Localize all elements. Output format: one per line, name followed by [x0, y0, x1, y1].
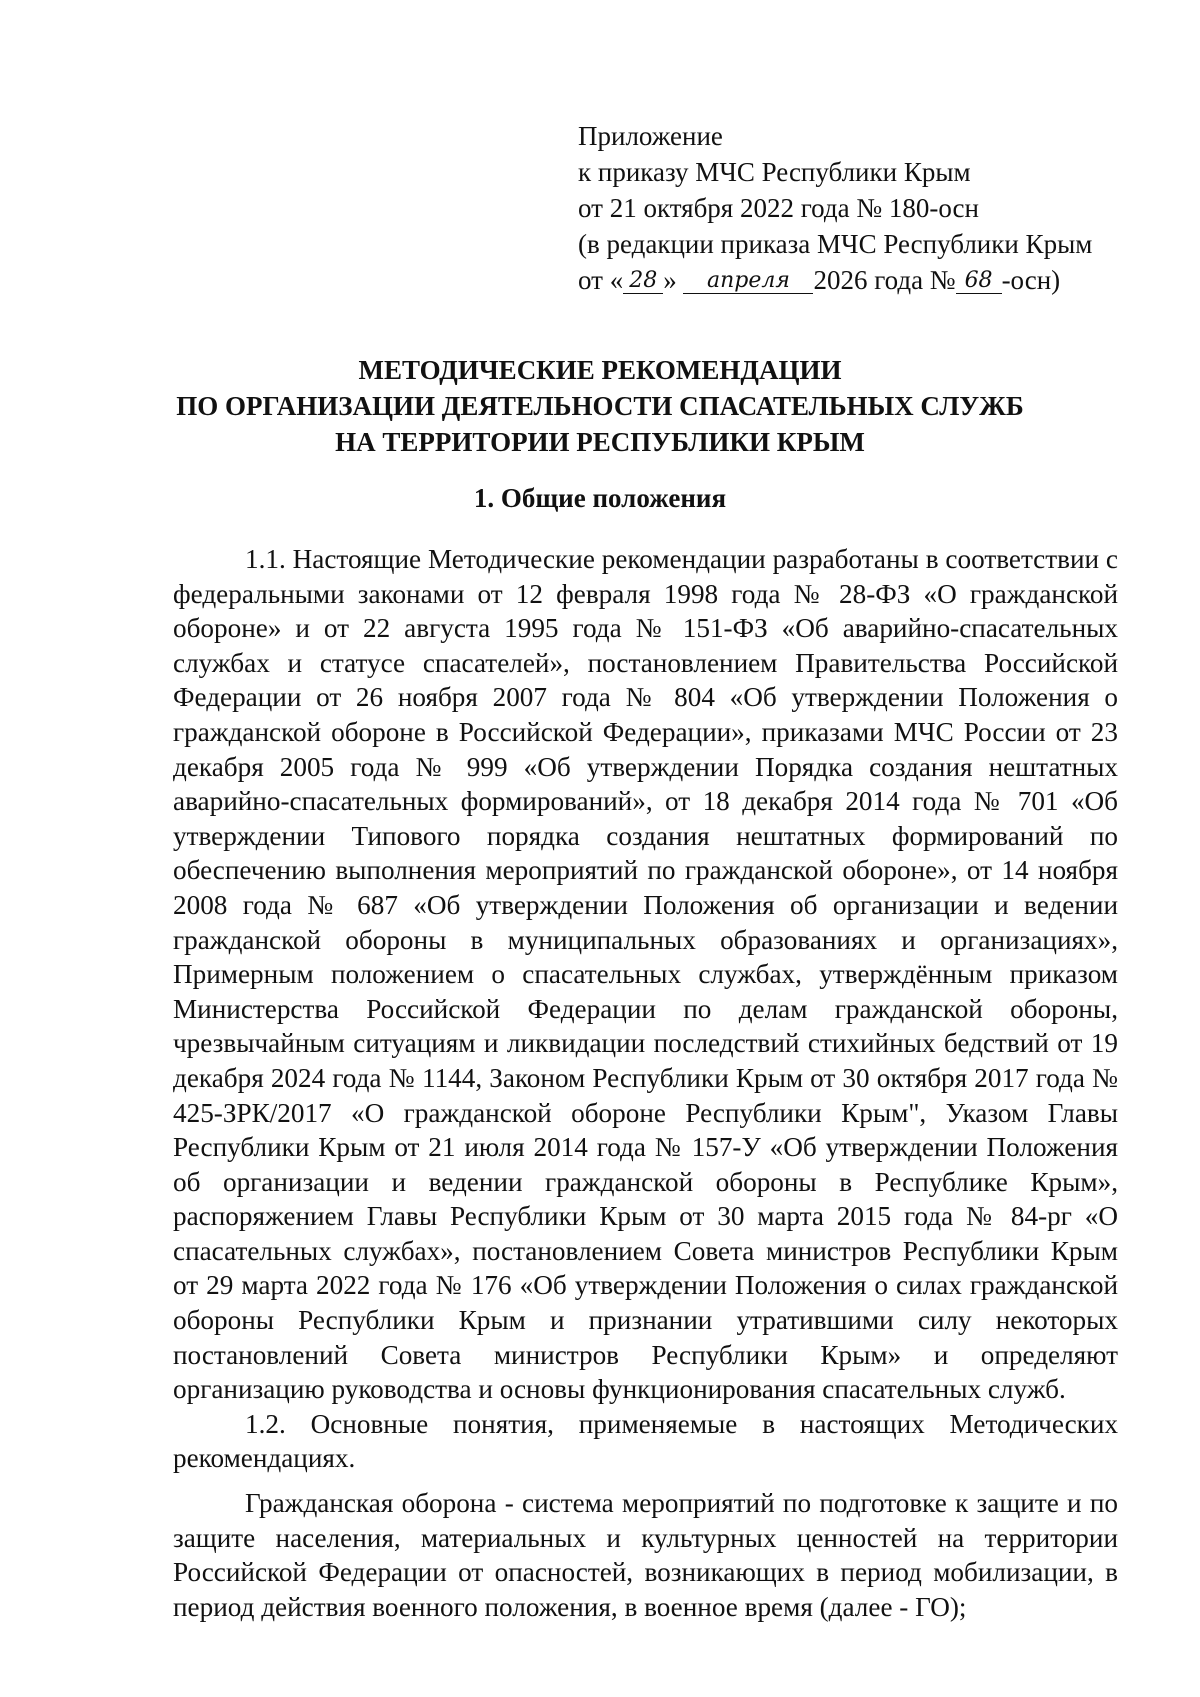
- section-body: [173, 542, 1118, 1624]
- document-title-line-1: МЕТОДИЧЕСКИЕ РЕКОМЕНДАЦИИ: [358, 355, 842, 385]
- revision-date-year: 2026 года №: [813, 265, 956, 295]
- document-title: [160, 352, 1040, 460]
- appendix-revision-date: [578, 262, 1138, 298]
- paragraph-civil-defense-definition: Гражданская оборона - система мероприятий по подготовке к защите и по защите населения, материальных и культурных ценностей на территории Российской Федерации от опасностей, возникающих в период мобилизации, в период действия военного положения, в военное время (далее - ГО);: [173, 1488, 1118, 1622]
- appendix-block: [578, 118, 1138, 298]
- document-title-line-3: НА ТЕРРИТОРИИ РЕСПУБЛИКИ КРЫМ: [335, 427, 865, 457]
- appendix-order-date: от 21 октября 2022 года № 180-осн: [578, 193, 979, 223]
- handwritten-month: апреля: [683, 269, 813, 294]
- appendix-revision-reference: (в редакции приказа МЧС Республики Крым: [578, 229, 1093, 259]
- appendix-order-reference: к приказу МЧС Республики Крым: [578, 157, 971, 187]
- handwritten-order-number: 68: [956, 269, 1002, 294]
- document-title-line-2: ПО ОРГАНИЗАЦИИ ДЕЯТЕЛЬНОСТИ СПАСАТЕЛЬНЫХ СЛУЖБ: [176, 391, 1024, 421]
- paragraph-1-2: 1.2. Основные понятия, применяемые в настоящих Методических рекомендациях.: [173, 1408, 1118, 1474]
- revision-date-suffix: -осн): [1001, 265, 1061, 295]
- handwritten-day: 28: [623, 269, 663, 294]
- paragraph-1-1: 1.1. Настоящие Методические рекомендации разработаны в соответствии с федеральными законами от 12 февраля 1998 года № 28-ФЗ «О гражданской обороне» и от 22 августа 1995 года № 151-ФЗ «Об аварийно-спасательных службах и статусе спасателей», постановлением Правительства Российской Федерации от 26 ноября 2007 года № 804 «Об утверждении Положения о гражданской обороне в Российской Федерации», приказами МЧС России от 23 декабря 2005 года № 999 «Об утверждении Порядка создания нештатных аварийно-спасательных формирований», от 18 декабря 2014 года № 701 «Об утверждении Типового порядка создания нештатных формирований по обеспечению выполнения мероприятий по гражданской обороне», от 14 ноября 2008 года № 687 «Об утверждении Положения об организации и ведении гражданской обороны в муниципальных образованиях и организациях», Примерным положением о спасательных службах, утверждённым приказом Министерства Российской Федерации по делам гражданской обороны, чрезвычайным ситуациям и ликвидации последствий стихийных бедствий от 19 декабря 2024 года № 1144, Законом Республики Крым от 30 октября 2017 года № 425-ЗРК/2017 «О гражданской обороне Республики Крым", Указом Главы Республики Крым от 21 июля 2014 года № 157-У «Об утверждении Положения об организации и ведении гражданской обороны в Республике Крым», распоряжением Главы Республики Крым от 30 марта 2015 года № 84-рг «О спасательных службах», постановлением Совета министров Республики Крым от 29 марта 2022 года № 176 «Об утверждении Положения о силах гражданской обороны Республики Крым и признании утратившими силу некоторых постановлений Совета министров Республики Крым» и определяют организацию руководства и основы функционирования спасательных служб.: [173, 544, 1118, 1405]
- section-heading: 1. Общие положения: [473, 483, 727, 513]
- appendix-label: Приложение: [578, 121, 723, 151]
- revision-date-prefix: от «: [578, 265, 624, 295]
- revision-date-quote: »: [663, 265, 677, 295]
